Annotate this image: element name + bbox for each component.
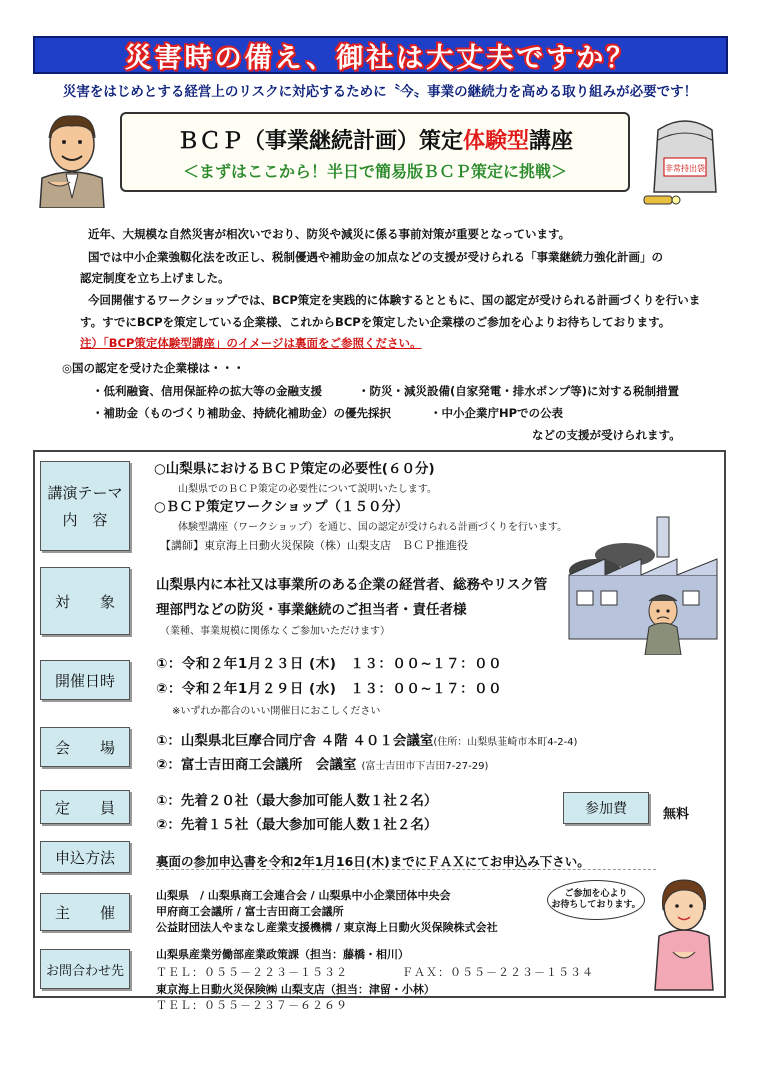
dates-note: ※いずれか都合のいい開催日におこしください: [172, 706, 381, 717]
benefits-heading: ◎国の認定を受けた企業様は・・・: [62, 361, 245, 375]
intro-p1: 近年、大規模な自然災害が相次いでおり、防災や減災に係る事前対策が重要となっています。: [88, 227, 571, 241]
host-1: 山梨県 / 山梨県商工会連合会 / 山梨県中小企業団体中央会: [156, 889, 451, 902]
benefit-1: ・低利融資、信用保証枠の拡大等の金融支援: [92, 384, 322, 398]
woman-illustration: [645, 872, 723, 992]
label-content-line1: 講演テーマ: [47, 484, 123, 502]
label-host: 主 催: [40, 893, 130, 931]
emergency-bag-illustration: [640, 110, 730, 210]
speech-bubble: [547, 880, 645, 920]
fee-label: 参加費: [563, 792, 649, 824]
label-content-line2: 内 容: [62, 511, 108, 529]
target-line-2: 理部門などの防災・事業継続のご担当者・責任者様: [156, 602, 467, 618]
course-title-box: [120, 112, 630, 192]
top-banner: [33, 36, 728, 74]
content-item-1: ○山梨県におけるＢＣＰ策定の必要性(６０分): [154, 461, 435, 477]
label-contact: お問合わせ先: [40, 949, 130, 989]
bubble-line-2: お待ちしております。: [551, 900, 641, 910]
venue-2-name: ②：富士吉田商工会議所 会議室: [156, 757, 357, 773]
contact-fax-1: ＦＡＸ：０５５－２２３－１５３４: [402, 966, 594, 979]
contact-tel-1: ＴＥＬ：０５５－２２３－１５３２: [156, 966, 348, 979]
host-2: 甲府商工会議所 / 富士吉田商工会議所: [156, 905, 344, 918]
benefit-2: ・防災・減災設備(自家発電・排水ポンプ等)に対する税制措置: [358, 384, 680, 398]
banner-subtitle: 災害をはじめとする経営上のリスクに対応するために〝今〟事業の継続力を高める取り組みが必要です！: [62, 84, 698, 100]
content-lecturer: 【講師】東京海上日動火災保険（株）山梨支店 ＢＣＰ推進役: [160, 539, 468, 552]
target-line-1: 山梨県内に本社又は事業所のある企業の経営者、総務やリスク管: [156, 577, 548, 593]
fee-value: 無料: [663, 807, 690, 822]
date-1: ①：令和２年1月２３日 (木) １３：００~１７：００: [156, 656, 503, 672]
content-item-1-desc: 山梨県でのＢＣＰ策定の必要性について説明いたします。: [178, 484, 437, 495]
label-content: [40, 461, 130, 551]
capacity-1: ①：先着２０社（最大参加可能人数１社２名）: [156, 793, 438, 809]
intro-note: 注）「BCP策定体験型講座」のイメージは裏面をご参照ください。: [80, 336, 422, 350]
content-item-2: ○ＢＣＰ策定ワークショップ（１５０分）: [154, 499, 409, 515]
venue-2-address: (富士吉田市下吉田7-27-29): [361, 761, 489, 772]
intro-p3a: 今回開催するワークショップでは、BCP策定を実践的に体験するとともに、国の認定が受けられる計画づくりを行いま: [88, 293, 701, 307]
benefit-5: などの支援が受けられます。: [532, 428, 681, 442]
apply-underline: [156, 869, 656, 870]
venue-1-name: ①：山梨県北巨摩合同庁舎 ４階 ４０１会議室: [156, 733, 434, 749]
contact-org-2: 東京海上日動火災保険㈱ 山梨支店（担当：津留・小林）: [156, 983, 435, 996]
intro-p3b: す。すでにBCPを策定している企業様、これからBCPを策定したい企業様のご参加を心よりお待ちしております。: [80, 315, 671, 329]
content-item-2-desc: 体験型講座（ワークショップ）を通じ、国の認定が受けられる計画づくりを行います。: [178, 522, 568, 533]
host-3: 公益財団法人やまなし産業支援機構 / 東京海上日動火災保険株式会社: [156, 921, 498, 934]
bag-label: 非常持出袋: [665, 164, 705, 173]
course-title: ＢＣＰ（事業継続計画）策定体験型講座: [176, 129, 574, 154]
capacity-2: ②：先着１５社（最大参加可能人数１社２名）: [156, 817, 438, 833]
benefit-4: ・中小企業庁HPでの公表: [430, 406, 564, 420]
intro-p2b: 認定制度を立ち上げました。: [80, 271, 230, 285]
apply-text: 裏面の参加申込書を令和2年1月16日(木)までにＦＡＸにてお申込み下さい。: [156, 854, 590, 869]
course-subtitle: ＜まずはここから！半日で簡易版ＢＣＰ策定に挑戦＞: [182, 162, 567, 181]
label-apply: 申込方法: [40, 841, 130, 873]
label-venue: 会 場: [40, 727, 130, 767]
businessman-illustration: [30, 108, 114, 208]
target-note: （業種、事業規模に関係なくご参加いただけます）: [160, 626, 390, 637]
bubble-line-1: ご参加を心より: [564, 889, 628, 899]
intro-p2a: 国では中小企業強靱化法を改正し、税制優遇や補助金の加点などの支援が受けられる「事業継続力強化計画」の: [88, 250, 663, 264]
venue-1-address: (住所：山梨県韮崎市本町4-2-4): [433, 737, 578, 748]
factory-illustration: [565, 515, 723, 655]
date-2: ②：令和２年1月２９日 (水) １３：００~１７：００: [156, 681, 503, 697]
contact-org-1: 山梨県産業労働部産業政策課（担当：藤橋・相川）: [156, 948, 409, 961]
label-capacity: 定 員: [40, 790, 130, 824]
venue-1: [156, 729, 577, 749]
benefit-3: ・補助金（ものづくり補助金、持続化補助金）の優先採択: [92, 406, 391, 420]
banner-title: 災害時の備え、御社は大丈夫ですか？: [124, 42, 637, 74]
label-dates: 開催日時: [40, 660, 130, 700]
venue-2: [156, 753, 488, 773]
label-target: 対 象: [40, 567, 130, 635]
contact-tel-2: ＴＥＬ：０５５－２３７－６２６９: [156, 999, 348, 1012]
